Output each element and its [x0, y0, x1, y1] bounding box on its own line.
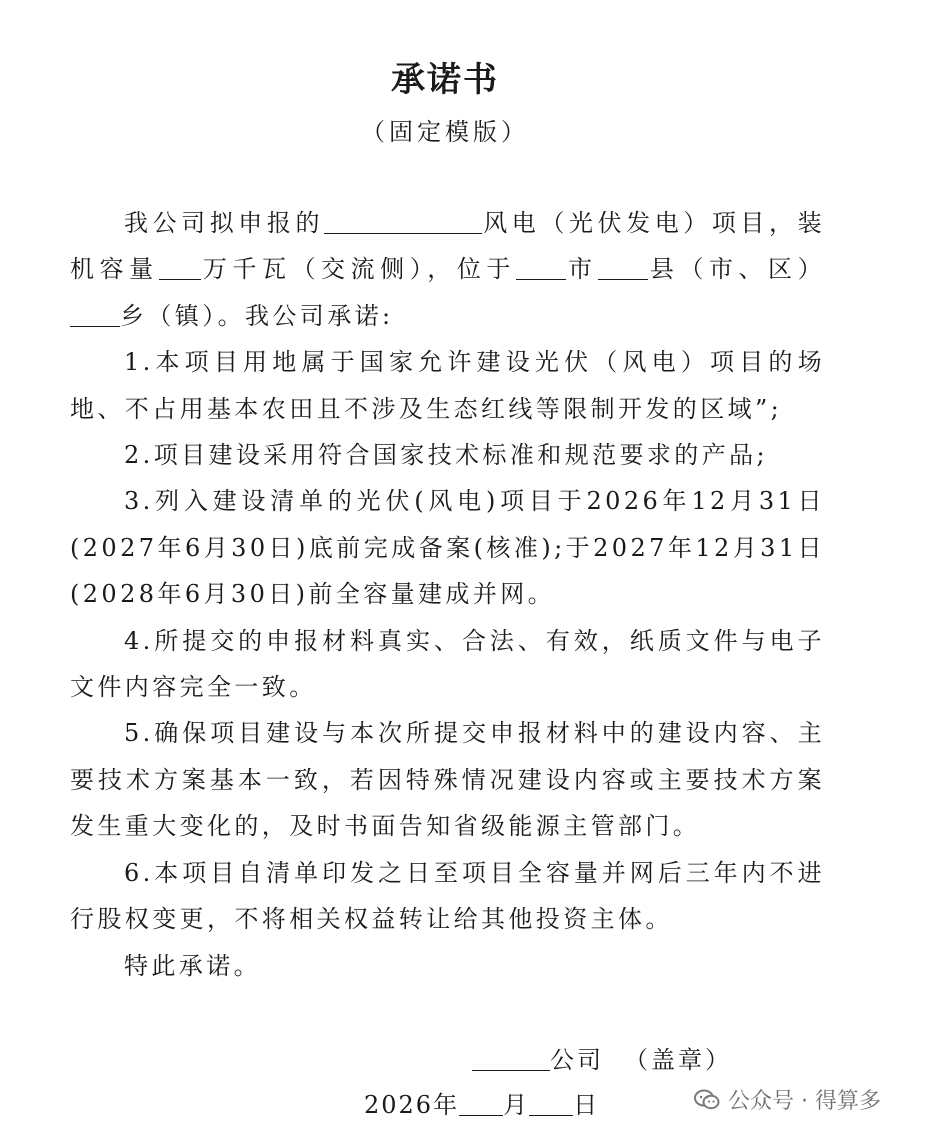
project-name-blank: [324, 207, 482, 234]
capacity-blank: [159, 253, 201, 280]
commitment-item-1: 1.本项目用地属于国家允许建设光伏（风电）项目的场地、不占用基本农田且不涉及生态红线等限制开发的区域”;: [70, 348, 825, 423]
wechat-icon: [694, 1089, 720, 1111]
date-line: [364, 1085, 599, 1120]
document-body: [70, 200, 825, 989]
month-char: 月: [503, 1091, 530, 1119]
commitment-item-4: 4.所提交的申报材料真实、合法、有效，纸质文件与电子文件内容完全一致。: [70, 626, 825, 702]
watermark: [694, 1084, 881, 1115]
year-char: 年: [433, 1091, 460, 1119]
date-year: 2026: [364, 1091, 434, 1119]
intro-text-1: 我公司拟申报的: [124, 209, 325, 237]
intro-text-5: 县（市、区）: [647, 255, 826, 284]
commitment-item-6: 6.本项目自清单印发之日至项目全容量并网后三年内不进行股权变更，不将相关权益转让给其他投资主体。: [70, 858, 825, 934]
company-label: 公司: [550, 1046, 604, 1074]
document-subtitle: （固定模版）: [361, 118, 529, 146]
city-blank: [516, 253, 566, 280]
intro-text-6: 乡（镇）。我公司承诺:: [120, 301, 394, 330]
commitment-item-5: 5.确保项目建设与本次所提交申报材料中的建设内容、主要技术方案基本一致，若因特殊情况建设内容或主要技术方案发生重大变化的，及时书面告知省级能源主管部门。: [70, 719, 825, 841]
month-blank: [459, 1089, 503, 1116]
document-title: 承诺书: [391, 60, 499, 100]
signature-line: [472, 1040, 732, 1075]
company-name-blank: [472, 1044, 550, 1071]
intro-text-4: 市: [565, 255, 598, 284]
intro-text-2: 风电（光伏发电）项目，装机容量: [70, 209, 825, 284]
commitment-item-2: 2.项目建设采用符合国家技术标准和规范要求的产品;: [124, 441, 768, 470]
intro-text-3: 万千瓦（交流侧），位于: [200, 255, 516, 284]
commitment-item-3: 3.列入建设清单的光伏(风电)项目于2026年12月31日(2027年6月30日)底前完成备案(核准);于2027年12月31日(2028年6月30日)前全容量建成并网。: [70, 487, 825, 609]
day-char: 日: [573, 1091, 600, 1119]
watermark-text: 公众号 · 得算多: [728, 1089, 881, 1114]
seal-label: （盖章）: [624, 1046, 732, 1074]
closing-statement: 特此承诺。: [124, 951, 261, 980]
day-blank: [529, 1089, 573, 1116]
township-blank: [70, 300, 120, 327]
intro-paragraph: [70, 200, 825, 339]
county-blank: [598, 253, 648, 280]
